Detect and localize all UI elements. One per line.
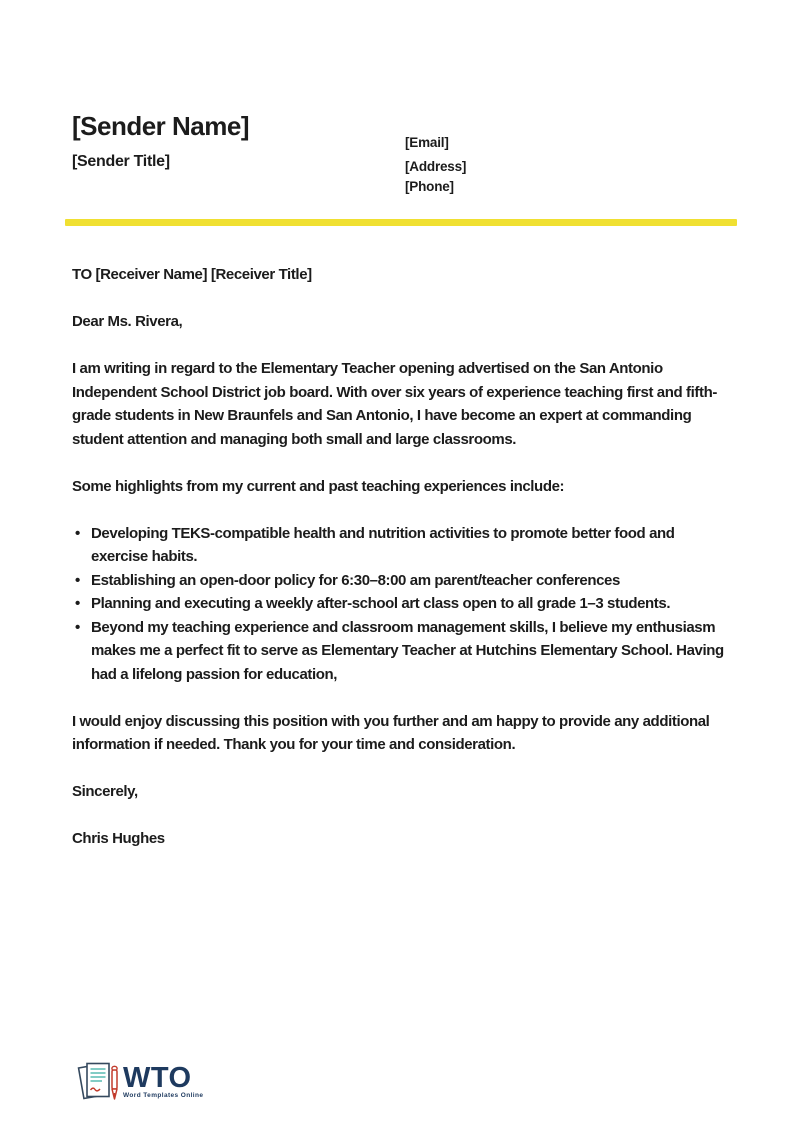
highlights-intro: Some highlights from my current and past teaching experiences include:	[72, 477, 565, 495]
salutation: Dear Ms. Rivera,	[72, 313, 183, 330]
logo-text-column	[123, 1062, 204, 1099]
yellow-divider	[65, 219, 737, 226]
signoff: Sincerely,	[72, 783, 138, 800]
contact-phone: [Phone]	[405, 179, 454, 194]
highlights-list	[72, 522, 734, 687]
letter-header	[72, 112, 734, 197]
document-pen-icon	[76, 1059, 120, 1105]
sender-title: [Sender Title]	[72, 152, 170, 170]
list-item: • Establishing an open-door policy for 6:30–8:00 am parent/teacher conferences	[72, 569, 734, 593]
contact-block	[405, 112, 466, 197]
contact-email: [Email]	[405, 135, 449, 150]
to-line: TO [Receiver Name] [Receiver Title]	[72, 266, 312, 283]
contact-address: [Address]	[405, 159, 467, 174]
closing-paragraph: I would enjoy discussing this position with you further and am happy to provide any additional information if needed. Thank you for your time and consideration.	[72, 712, 710, 753]
list-item: • Developing TEKS-compatible health and nutrition activities to promote better food and exercise habits.	[72, 522, 734, 569]
intro-paragraph: I am writing in regard to the Elementary Teacher opening advertised on the San Antonio Independent School District job board. With over six years of experience teaching first and fifth-grade students in New Braunfels and San Antonio, I have become an expert at commanding student attention and managing both small and large classrooms.	[72, 360, 717, 448]
logo-tagline: Word Templates Online	[123, 1092, 204, 1099]
logo-text: WTO	[123, 1062, 192, 1094]
sender-name: [Sender Name]	[72, 111, 249, 141]
wto-logo	[76, 1059, 203, 1105]
list-item: • Planning and executing a weekly after-school art class open to all grade 1–3 students.	[72, 592, 734, 616]
list-item: • Beyond my teaching experience and classroom management skills, I believe my enthusiasm makes me a perfect fit to serve as Elementary Teacher at Hutchins Elementary School. Having had a lifelong passion for education,	[72, 616, 734, 687]
signature: Chris Hughes	[72, 830, 165, 847]
sender-block	[72, 112, 405, 197]
letter-body	[72, 263, 734, 851]
